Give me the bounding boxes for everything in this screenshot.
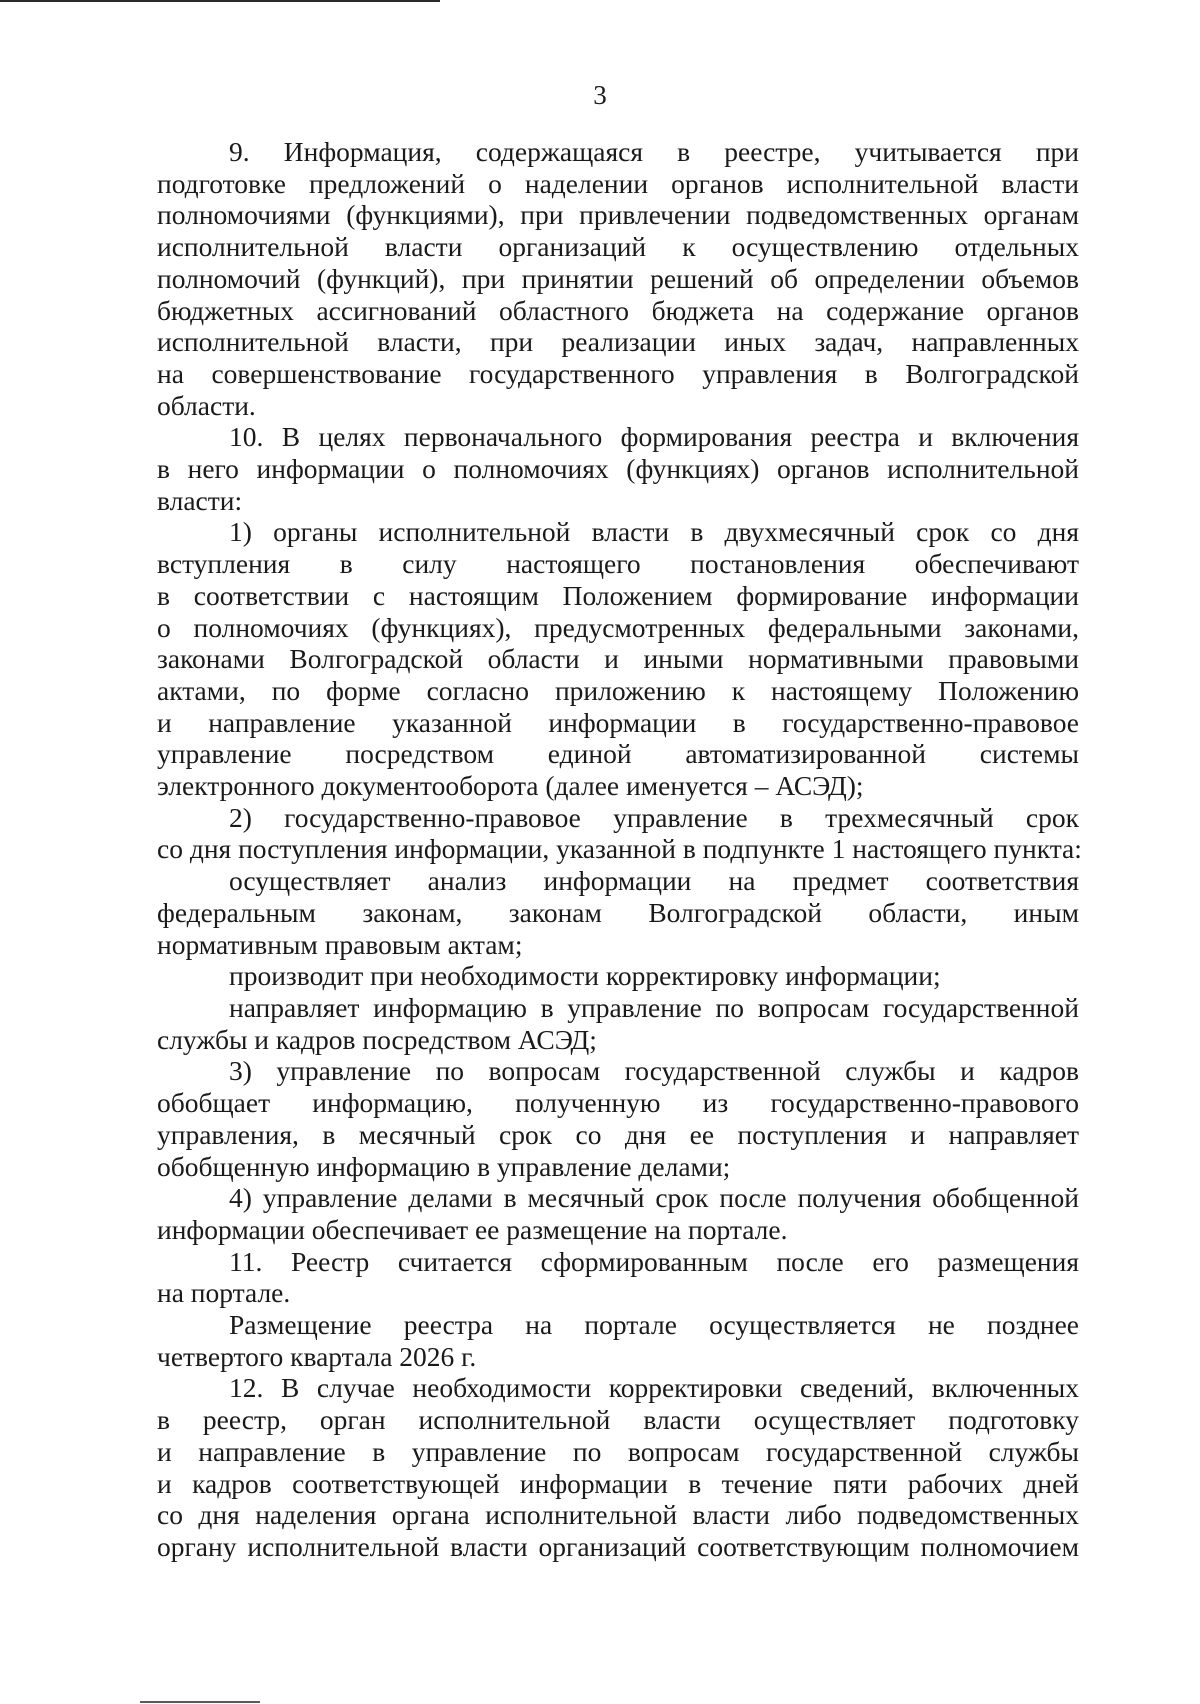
paragraph bbox=[157, 1372, 1079, 1562]
text-line: в реестр, орган исполнительной власти осуществляет подготовку bbox=[157, 1404, 1079, 1436]
page-number: 3 bbox=[593, 80, 607, 110]
text-line: 3) управление по вопросам государственной службы и кадров bbox=[229, 1055, 1079, 1087]
text-line: направляет информацию в управление по вопросам государственной bbox=[229, 991, 1079, 1023]
paragraph bbox=[157, 801, 1082, 865]
paragraph bbox=[157, 1182, 1079, 1245]
paragraph bbox=[157, 1309, 1079, 1372]
text-line: подготовке предложений о наделении органов исполнительной власти bbox=[157, 167, 1079, 199]
paragraph bbox=[157, 865, 1079, 960]
text-line: 10. В целях первоначального формирования реестра и включения bbox=[229, 421, 1079, 453]
text-line: 12. В случае необходимости корректировки сведений, включенных bbox=[229, 1372, 1079, 1404]
text-line: обобщает информацию, полученную из государственно-правового bbox=[157, 1087, 1079, 1119]
text-line: полномочий (функций), при принятии решений об определении объемов bbox=[157, 262, 1079, 294]
text-line: 9. Информация, содержащаяся в реестре, учитывается при bbox=[229, 136, 1079, 167]
paragraph bbox=[157, 992, 1079, 1055]
text-line: управление посредством единой автоматизированной системы bbox=[157, 738, 1079, 770]
text-line: на совершенствование государственного управления в Волгоградской bbox=[157, 357, 1079, 389]
text-line: информации обеспечивает ее размещение на портале. bbox=[157, 1213, 788, 1245]
text-line: со дня поступления информации, указанной в подпункте 1 настоящего пункта: bbox=[157, 833, 1082, 865]
text-line: законами Волгоградской области и иными нормативными правовыми bbox=[157, 643, 1079, 675]
paragraph bbox=[157, 1055, 1079, 1182]
text-line: области. bbox=[157, 389, 256, 421]
scan-edge-top bbox=[0, 0, 440, 2]
text-line: 4) управление делами в месячный срок после получения обобщенной bbox=[229, 1182, 1079, 1214]
text-line: со дня наделения органа исполнительной власти либо подведомственных bbox=[157, 1499, 1079, 1531]
paragraph bbox=[157, 516, 1079, 801]
paragraph bbox=[157, 1246, 1079, 1309]
text-line: 11. Реестр считается сформированным после его размещения bbox=[229, 1245, 1079, 1277]
text-line: бюджетных ассигнований областного бюджета на содержание органов bbox=[157, 294, 1079, 326]
text-line: в соответствии с настоящим Положением формирование информации bbox=[157, 579, 1079, 611]
document-body bbox=[157, 136, 1082, 1563]
text-line: службы и кадров посредством АСЭД; bbox=[157, 1023, 597, 1055]
paragraph bbox=[157, 421, 1079, 516]
text-line: электронного документооборота (далее именуется – АСЭД); bbox=[157, 770, 864, 802]
text-line: органу исполнительной власти организаций соответствующим полномочием bbox=[157, 1530, 1079, 1562]
text-line: и кадров соответствующей информации в течение пяти рабочих дней bbox=[157, 1467, 1079, 1499]
text-line: и направление указанной информации в государственно-правовое bbox=[157, 706, 1079, 738]
text-line: вступления в силу настоящего постановления обеспечивают bbox=[157, 548, 1079, 580]
text-line: 1) органы исполнительной власти в двухмесячный срок со дня bbox=[229, 516, 1079, 548]
text-line: управления, в месячный срок со дня ее поступления и направляет bbox=[157, 1118, 1079, 1150]
text-line: в него информации о полномочиях (функциях) органов исполнительной bbox=[157, 453, 1079, 485]
text-line: и направление в управление по вопросам государственной службы bbox=[157, 1435, 1079, 1467]
text-line: обобщенную информацию в управление делами; bbox=[157, 1150, 731, 1182]
text-line: о полномочиях (функциях), предусмотренных федеральными законами, bbox=[157, 611, 1079, 643]
text-line: Размещение реестра на портале осуществляется не позднее bbox=[229, 1309, 1079, 1341]
text-line: исполнительной власти, при реализации иных задач, направленных bbox=[157, 326, 1079, 358]
text-line: четвертого квартала 2026 г. bbox=[157, 1340, 477, 1372]
text-line: нормативным правовым актам; bbox=[157, 928, 523, 960]
text-line: власти: bbox=[157, 484, 243, 516]
paragraph bbox=[157, 960, 1079, 992]
text-line: полномочиями (функциями), при привлечении подведомственных органам bbox=[157, 199, 1079, 231]
text-line: на портале. bbox=[157, 1277, 291, 1309]
text-line: осуществляет анализ информации на предмет соответствия bbox=[229, 865, 1079, 897]
text-line: федеральным законам, законам Волгоградской области, иным bbox=[157, 896, 1079, 928]
text-line: 2) государственно-правовое управление в трехмесячный срок bbox=[229, 801, 1079, 833]
text-line: исполнительной власти организаций к осуществлению отдельных bbox=[157, 231, 1079, 263]
scan-edge-bottom bbox=[140, 1701, 260, 1703]
text-line: актами, по форме согласно приложению к настоящему Положению bbox=[157, 674, 1079, 706]
paragraph bbox=[157, 136, 1079, 421]
text-line: производит при необходимости корректировку информации; bbox=[229, 960, 941, 992]
